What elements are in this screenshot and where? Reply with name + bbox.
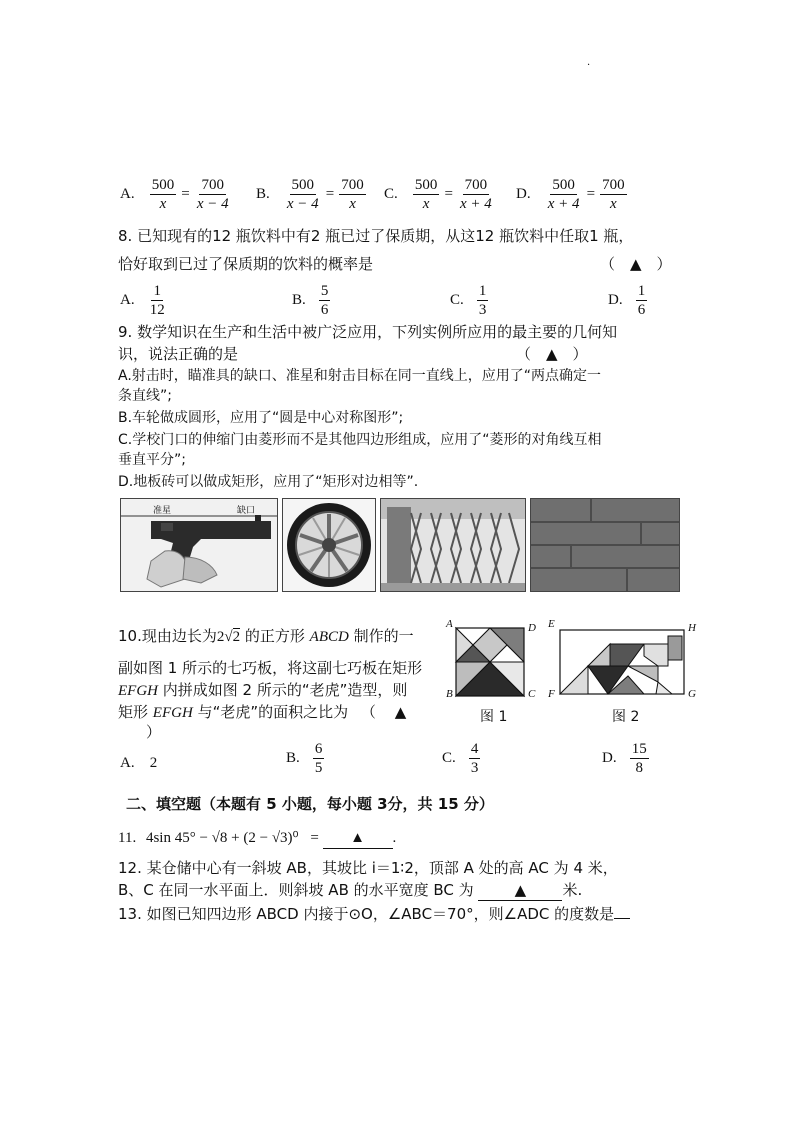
vertex-c: C	[528, 688, 536, 700]
q10-line2: 副如图 1 所示的七巧板，将这副七巧板在矩形	[118, 659, 423, 677]
tangram-square	[446, 622, 538, 702]
gate-illustration	[381, 499, 525, 591]
vertex-b: B	[446, 688, 453, 700]
wheel-icon	[283, 499, 375, 591]
equals-sign: =	[325, 186, 335, 202]
q13-answer-blank[interactable]	[614, 918, 630, 919]
option-label: B.	[256, 186, 270, 202]
figure-1-caption: 图 1	[480, 709, 508, 725]
vertex-e: E	[548, 618, 555, 630]
vertex-f: F	[548, 688, 555, 700]
q7-options	[120, 176, 680, 220]
equals-sign: =	[444, 186, 453, 202]
fraction: $\frac{500}{x - 4}$	[286, 177, 319, 212]
gun-sight-photo	[120, 498, 278, 592]
vertex-g: G	[688, 688, 696, 700]
option-label: A.	[120, 755, 135, 771]
fraction: $\frac{1}{3}$	[478, 283, 487, 318]
q10-line1: 10.现由边长为2√2 的正方形 ABCD 制作的一	[118, 627, 414, 645]
option-label: C.	[442, 750, 456, 766]
q11-line: 11. 4sin 45° − √8 + (2 − √3)⁰ = ▲ .	[118, 828, 396, 849]
fraction: $\frac{6}{5}$	[314, 741, 323, 776]
q9-option-a-line1: A.射击时，瞄准具的缺口、准星和射击目标在同一直线上，应用了“两点确定一	[118, 368, 602, 384]
q9-line2: 识，说法正确的是	[118, 345, 239, 363]
option-label: C.	[384, 186, 398, 202]
option-label: D.	[608, 292, 623, 308]
figure-2	[548, 618, 698, 702]
tiger-shape	[548, 622, 698, 702]
option-label: A.	[120, 186, 135, 202]
q10-option-d[interactable]	[602, 740, 649, 777]
q8-option-d[interactable]	[608, 282, 647, 319]
q8-option-a[interactable]	[120, 282, 167, 319]
q9-line1: 9. 数学知识在生产和生活中被广泛应用，下列实例所应用的最主要的几何知	[118, 323, 618, 341]
q10-option-b[interactable]	[286, 740, 324, 777]
q9-option-a-line2: 条直线”;	[118, 388, 172, 404]
fraction: $\frac{500}{x}$	[414, 177, 438, 212]
q9-option-d: D.地板砖可以做成矩形，应用了“矩形对边相等”.	[118, 474, 419, 490]
option-label: D.	[602, 750, 617, 766]
option-label: D.	[516, 186, 531, 202]
q10-line3: EFGH 内拼成如图 2 所示的“老虎”造型，则	[118, 681, 408, 699]
equals-sign: =	[586, 186, 596, 202]
q12-answer-blank[interactable]: ▲	[478, 880, 562, 901]
option-label: B.	[286, 750, 300, 766]
q8-option-c[interactable]	[450, 282, 488, 319]
q13-line1: 13. 如图已知四边形 ABCD 内接于⊙O，∠ABC＝70°，则∠ADC 的度数是	[118, 904, 630, 924]
fraction: $\frac{700}{x + 4}$	[460, 177, 492, 212]
fraction: $\frac{1}{12}$	[149, 283, 165, 318]
q10-option-c[interactable]	[442, 740, 480, 777]
fraction: $\frac{700}{x}$	[602, 177, 625, 212]
q12-line2: B、C 在同一水平面上．则斜坡 AB 的水平宽度 BC 为 ▲ 米.	[118, 881, 583, 899]
q7-option-c[interactable]	[384, 176, 494, 213]
section-2-heading: 二、填空题（本题有 5 小题，每小题 3分，共 15 分）	[126, 795, 494, 813]
front-sight-label: 准星	[153, 506, 172, 516]
wheel-photo	[282, 498, 376, 592]
option-value: 2	[149, 755, 158, 771]
fraction: $\frac{500}{x}$	[151, 177, 175, 212]
fraction: $\frac{500}{x + 4}$	[547, 177, 580, 212]
q7-option-b[interactable]	[256, 176, 366, 213]
q8-answer-paren: （ ▲ ）	[600, 255, 672, 273]
figure-1	[446, 618, 538, 702]
rear-notch-label: 缺口	[237, 506, 256, 516]
vertex-d: D	[528, 622, 536, 634]
q8-line1: 8. 已知现有的12 瓶饮料中有2 瓶已过了保质期，从这12 瓶饮料中任取1 瓶，	[118, 227, 634, 245]
fraction: $\frac{15}{8}$	[631, 741, 647, 776]
option-label: C.	[450, 292, 464, 308]
fraction: $\frac{5}{6}$	[320, 283, 329, 318]
vertex-h: H	[688, 622, 696, 634]
q10-option-a[interactable]	[120, 752, 157, 772]
figure-2-caption: 图 2	[612, 709, 640, 725]
floor-tile-photo	[530, 498, 680, 592]
vertex-a: A	[446, 618, 453, 630]
option-label: A.	[120, 292, 135, 308]
q11-expression: 4sin 45° − √8 + (2 − √3)⁰	[145, 830, 299, 846]
retractable-gate-photo	[380, 498, 526, 592]
q8-option-b[interactable]	[292, 282, 330, 319]
q9-option-b: B.车轮做成圆形，应用了“圆是中心对称图形”;	[118, 410, 404, 426]
corner-dot: ·	[587, 60, 591, 71]
equals-sign: =	[181, 186, 190, 202]
q12-line1: 12. 某仓储中心有一斜坡 AB，其坡比 i＝1∶2，顶部 A 处的高 AC 为 4 米，	[118, 859, 618, 877]
option-label: B.	[292, 292, 306, 308]
q8-line2: 恰好取到已过了保质期的饮料的概率是	[118, 255, 374, 273]
q9-option-c-line2: 垂直平分”;	[118, 452, 186, 468]
fraction: $\frac{4}{3}$	[470, 741, 479, 776]
fraction: $\frac{1}{6}$	[637, 283, 646, 318]
sqrt-sign: √	[224, 629, 233, 645]
q7-option-a[interactable]	[120, 176, 231, 213]
q10-paren-close: ）	[146, 723, 162, 741]
fraction: $\frac{700}{x}$	[341, 177, 364, 212]
q9-option-c-line1: C.学校门口的伸缩门由菱形而不是其他四边形组成，应用了“菱形的对角线互相	[118, 432, 602, 448]
q11-answer-blank[interactable]: ▲	[323, 828, 393, 849]
q10-line4: 矩形 EFGH 与“老虎”的面积之比为 （ ▲	[118, 703, 407, 721]
q9-answer-paren: （ ▲ ）	[516, 345, 588, 363]
q7-option-d[interactable]	[516, 176, 627, 213]
fraction: $\frac{700}{x - 4}$	[196, 177, 229, 212]
floor-tile-illustration	[531, 499, 679, 591]
